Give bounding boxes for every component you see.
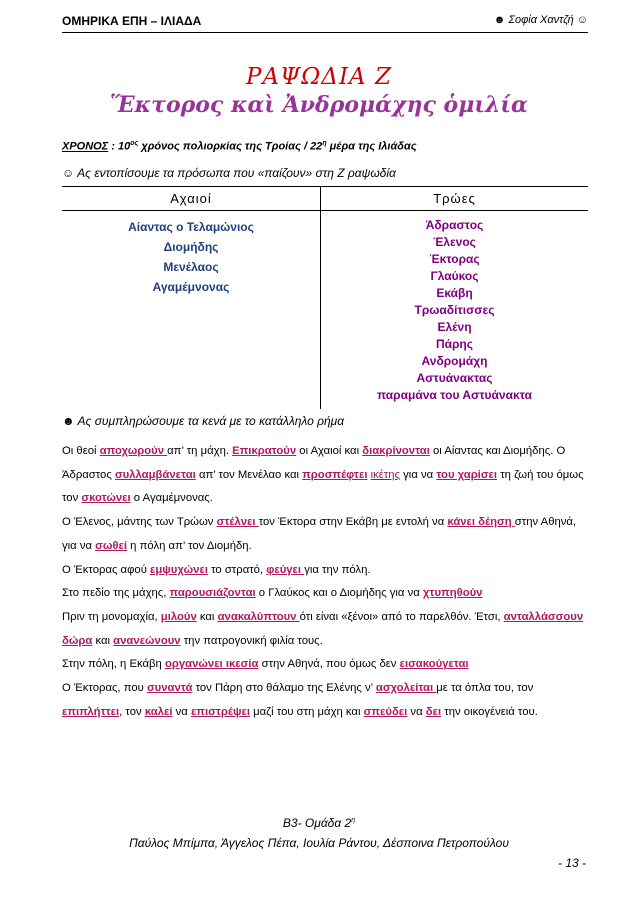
exercise-paragraph <box>62 582 592 606</box>
trojan-name: Άδραστος <box>425 218 484 232</box>
text-segment: στην Αθηνά, για να <box>62 516 577 552</box>
trojan-name: Έκτορας <box>429 252 480 266</box>
trojan-name: Ελένη <box>437 320 472 334</box>
trojan-name: Έλενος <box>433 235 476 249</box>
day-number: 22 <box>310 140 323 153</box>
page-header <box>62 14 588 33</box>
text-segment: τον Έκτορα στην Εκάβη με εντολή να <box>258 516 448 529</box>
exercise-text <box>62 440 592 724</box>
time-label: ΧΡΟΝΟΣ <box>62 140 109 153</box>
text-segment: το στρατό, <box>207 563 267 576</box>
filled-verb: σκοτώνει <box>81 492 131 505</box>
filled-verb: ανακαλύπτουν <box>217 610 300 623</box>
characters-instruction: ☺ Ας εντοπίσουμε τα πρόσωπα που «παίζουν» στη Ζ ραψωδία <box>62 166 396 180</box>
achaeans-list <box>63 217 319 297</box>
text-segment: Ο Έκτορας αφού <box>62 563 151 576</box>
filled-verb: χτυπηθούν <box>422 587 483 600</box>
text-segment: η πόλη απ’ τον Διομήδη. <box>127 539 252 552</box>
header-title: ΟΜΗΡΙΚΑ ΕΠΗ – ΙΛΙΑΔΑ <box>62 14 202 28</box>
filled-verb: φεύγει <box>266 563 305 576</box>
text-segment: για την πόλη. <box>304 563 371 576</box>
text-segment: απ’ τη μάχη. <box>167 445 233 457</box>
text-segment: την πατρογονική φιλία τους. <box>180 634 323 647</box>
trojan-name: Πάρης <box>435 337 474 351</box>
exercise-paragraph <box>62 677 592 724</box>
filled-verb: καλεί <box>144 705 173 718</box>
filled-verb: σωθεί <box>95 539 128 552</box>
year-number: 10 <box>118 140 131 153</box>
text-segment: ο Γλαύκος και ο Διομήδης για να <box>255 587 423 600</box>
footer-class <box>0 816 638 830</box>
text-segment: και <box>92 634 114 647</box>
filled-verb: παρουσιάζονται <box>169 587 256 600</box>
filled-verb: ανταλλάσσουν δώρα <box>62 610 584 647</box>
trojans-list <box>322 217 587 408</box>
text-segment: Στην πόλη, η Εκάβη <box>62 658 165 671</box>
trojan-name: Γλαύκος <box>430 269 479 283</box>
page-number: - 13 - <box>557 856 586 870</box>
day-suffix: η <box>322 140 327 147</box>
text-segment: και <box>196 610 218 623</box>
achaeans-header: Αχαιοί <box>62 187 321 211</box>
header-author: ☻ Σοφία Χαντζή ☺ <box>493 14 588 26</box>
text-segment: για να <box>400 468 437 481</box>
trojans-cell <box>321 211 589 410</box>
trojan-name: παραμάνα του Αστυάνακτα <box>376 388 533 402</box>
filled-verb: κάνει δέηση <box>447 516 515 529</box>
filled-verb: διακρίνονται <box>362 445 430 457</box>
filled-verb: οργανώνει ικεσία <box>164 658 259 671</box>
time-separator: : <box>108 140 119 153</box>
filled-verb: αποχωρούν <box>99 445 168 457</box>
footer-class-text: Β3- Ομάδα 2 <box>282 816 352 830</box>
rhapsody-title: ΡΑΨΩΔΙΑ Ζ <box>246 64 392 90</box>
text-segment: τη ζωή του όμως τον <box>62 468 584 505</box>
text-segment: την οικογένειά του. <box>441 705 538 718</box>
achaean-name: Μενέλαος <box>163 260 219 274</box>
trojan-name: Αστυάνακτας <box>416 371 493 385</box>
characters-table <box>62 186 588 409</box>
filled-verb: στέλνει <box>216 516 259 529</box>
filled-verb: συλλαμβάνεται <box>114 468 196 481</box>
trojans-header: Τρώες <box>321 187 589 211</box>
exercise-paragraph <box>62 606 592 653</box>
text-segment: Οι θεοί <box>62 445 100 457</box>
filled-verb: προσπέφτει <box>302 468 368 481</box>
text-segment: στην Αθηνά, που όμως δεν <box>258 658 400 671</box>
text-segment: Πριν τη μονομαχία, <box>62 610 161 623</box>
filled-verb: ασχολείται <box>375 682 437 695</box>
rhapsody-subtitle: Ἕκτορος καὶ Ἀνδρομάχης ὁμιλία <box>110 92 528 118</box>
time-end: μέρα της Ιλιάδας <box>326 140 417 153</box>
filled-verb: του χαρίσει <box>436 468 498 481</box>
trojan-name: Εκάβη <box>436 286 473 300</box>
filled-verb: επιπλήττει <box>62 705 120 718</box>
footer-class-suffix: η <box>351 817 356 824</box>
filled-verb: ανανεώνουν <box>113 634 181 647</box>
text-segment: μαζί του στη μάχη και <box>249 705 364 718</box>
trojan-name: Τρωαδίτισσες <box>414 303 495 317</box>
text-segment: Στο πεδίο της μάχης, <box>62 587 170 600</box>
exercise-paragraph <box>62 511 592 558</box>
text-segment: τον Πάρη στο θάλαμο της Ελένης ν’ <box>192 682 376 695</box>
underlined-word: ικέτης <box>370 468 401 481</box>
achaean-name: Διομήδης <box>163 240 219 254</box>
achaean-name: Αγαμέμνονας <box>152 280 230 294</box>
text-segment: απ’ τον Μενέλαο και <box>195 468 303 481</box>
text-segment: ο Αγαμέμνονας. <box>130 492 213 505</box>
filled-verb: Επικρατούν <box>232 445 297 457</box>
achaeans-cell <box>62 211 321 410</box>
filled-verb: σπεύδει <box>363 705 408 718</box>
exercise-paragraph <box>62 440 592 511</box>
fill-blanks-instruction: ☻ Ας συμπληρώσουμε τα κενά με το κατάλληλο ρήμα <box>62 414 345 428</box>
footer-authors: Παύλος Μπίμπα, Άγγελος Πέπα, Ιουλία Ράντου, Δέσποινα Πετροπούλου <box>129 836 509 850</box>
text-segment: Ο Έλενος, μάντης των Τρώων <box>62 516 217 529</box>
trojan-name: Ανδρομάχη <box>421 354 488 368</box>
exercise-paragraph <box>62 653 592 677</box>
text-segment: με τα όπλα του, τον <box>436 682 534 695</box>
text-segment: ότι είναι «ξένοι» από το παρελθόν. Έτσι, <box>299 610 504 623</box>
filled-verb: μιλούν <box>160 610 197 623</box>
text-segment: , τον <box>119 705 145 718</box>
filled-verb: εισακούγεται <box>399 658 469 671</box>
filled-verb: συναντά <box>146 682 193 695</box>
filled-verb: εμψυχώνει <box>150 563 208 576</box>
text-segment: να <box>407 705 426 718</box>
text-segment: οι Αίαντας και Διομήδης. Ο Άδραστος <box>62 445 566 481</box>
achaean-name: Αίαντας ο Τελαμώνιος <box>128 220 254 234</box>
text-segment: Ο Έκτορας, που <box>62 682 147 695</box>
year-suffix: ος <box>130 140 139 147</box>
exercise-paragraph <box>62 559 592 583</box>
filled-verb: δει <box>425 705 442 718</box>
text-segment: οι Αχαιοί και <box>296 445 363 457</box>
filled-verb: επιστρέψει <box>190 705 250 718</box>
time-line <box>62 140 417 153</box>
text-segment: να <box>172 705 191 718</box>
time-middle: χρόνος πολιορκίας της Τροίας / <box>138 140 311 153</box>
